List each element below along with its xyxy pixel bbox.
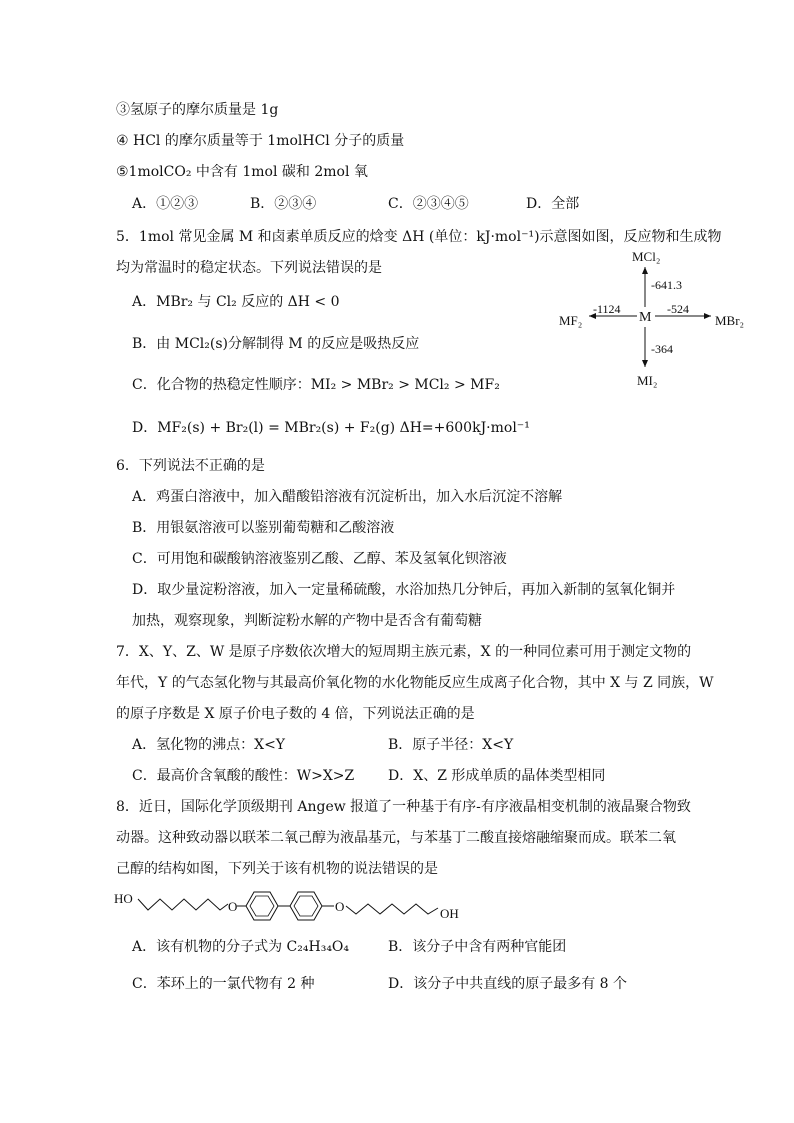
- q4-option-d: D．全部: [526, 196, 580, 212]
- q5-stem-line1: 5．1mol 常见金属 M 和卤素单质反应的焓变 ΔH (单位：kJ·mol⁻¹)示意图如图，反应物和生成物: [116, 229, 722, 245]
- q8-option-b: B．该分子中含有两种官能团: [388, 939, 567, 955]
- node-mf2: MF₂: [559, 313, 583, 328]
- q5-option-b: B．由 MCl₂(s)分解制得 M 的反应是吸热反应: [132, 336, 420, 352]
- left-alkyl-chain: [138, 899, 228, 910]
- q8-stem-line3: 己醇的结构如图，下列关于该有机物的说法错误的是: [116, 861, 438, 877]
- node-mcl2: MCl₂: [632, 249, 661, 264]
- hydroxyl-right: OH: [440, 906, 459, 921]
- q4-option-b: B．②③④: [250, 196, 317, 212]
- hydroxyl-left: HO: [114, 891, 133, 906]
- q5-option-d: D．MF₂(s) + Br₂(l) = MBr₂(s) + F₂(g) ΔH=+600kJ·mol⁻¹: [132, 420, 530, 436]
- node-m: M: [639, 310, 652, 325]
- structure-diagram: [112, 884, 472, 932]
- q5-stem-line2: 均为常温时的稳定状态。下列说法错误的是: [116, 260, 382, 276]
- q7-option-d: D．X、Z 形成单质的晶体类型相同: [388, 768, 606, 784]
- q6-option-d-line2: 加热，观察现象，判断淀粉水解的产物中是否含有葡萄糖: [132, 613, 482, 629]
- statement-5: ⑤1molCO₂ 中含有 1mol 碳和 2mol 氧: [116, 164, 368, 180]
- value-mcl2: -641.3: [651, 278, 682, 292]
- q7-option-a: A．氢化物的沸点：X<Y: [132, 737, 286, 753]
- value-mi2: -364: [651, 342, 673, 356]
- q6-option-a: A．鸡蛋白溶液中，加入醋酸铅溶液有沉淀析出，加入水后沉淀不溶解: [132, 489, 563, 505]
- q7-option-b: B．原子半径：X<Y: [388, 737, 514, 753]
- q4-option-a: A．①②③: [132, 196, 199, 212]
- value-mf2: -1124: [593, 302, 621, 316]
- q6-stem: 6．下列说法不正确的是: [116, 458, 265, 474]
- q6-option-c: C．可用饱和碳酸钠溶液鉴别乙酸、乙醇、苯及氢氧化钡溶液: [132, 551, 507, 567]
- value-mbr2: -524: [667, 302, 689, 316]
- q6-option-b: B．用银氨溶液可以鉴别葡萄糖和乙酸溶液: [132, 520, 395, 536]
- node-mi2: MI₂: [637, 373, 658, 388]
- q5-option-a: A．MBr₂ 与 Cl₂ 反应的 ΔH < 0: [132, 294, 340, 310]
- ether-oxygen-right: O: [335, 899, 345, 914]
- statement-4: ④ HCl 的摩尔质量等于 1molHCl 分子的质量: [116, 133, 405, 149]
- q7-stem-line1: 7．X、Y、Z、W 是原子序数依次增大的短周期主族元素，X 的一种同位素可用于测定文物的: [116, 644, 692, 660]
- q7-option-c: C．最高价含氧酸的酸性：W>X>Z: [132, 768, 355, 784]
- q8-option-a: A．该有机物的分子式为 C₂₄H₃₄O₄: [132, 939, 350, 955]
- q7-stem-line3: 的原子序数是 X 原子价电子数的 4 倍，下列说法正确的是: [116, 706, 475, 722]
- q6-option-d-line1: D．取少量淀粉溶液，加入一定量稀硫酸，水浴加热几分钟后，再加入新制的氢氧化铜并: [132, 582, 676, 598]
- q8-option-c: C．苯环上的一氯代物有 2 种: [132, 976, 315, 992]
- node-mbr2: MBr₂: [715, 313, 745, 328]
- q8-option-d: D．该分子中共直线的原子最多有 8 个: [388, 976, 628, 992]
- ether-oxygen-left: O: [228, 899, 238, 914]
- enthalpy-diagram: [555, 245, 760, 390]
- q7-stem-line2: 年代，Y 的气态氢化物与其最高价氧化物的水化物能反应生成离子化合物，其中 X 与 Z 同族，W: [116, 675, 714, 691]
- q8-stem-line2: 动器。这种致动器以联苯二氧己醇为液晶基元，与苯基丁二酸直接熔融缩聚而成。联苯二氧: [116, 830, 676, 846]
- q8-stem-line1: 8．近日，国际化学顶级期刊 Angew 报道了一种基于有序-有序液晶相变机制的液晶聚合物致: [116, 799, 691, 815]
- statement-3: ③氢原子的摩尔质量是 1g: [116, 102, 279, 118]
- right-alkyl-chain: [346, 904, 438, 914]
- q4-option-c: C．②③④⑤: [388, 196, 469, 212]
- q5-option-c: C．化合物的热稳定性顺序：MI₂ > MBr₂ > MCl₂ > MF₂: [132, 377, 500, 393]
